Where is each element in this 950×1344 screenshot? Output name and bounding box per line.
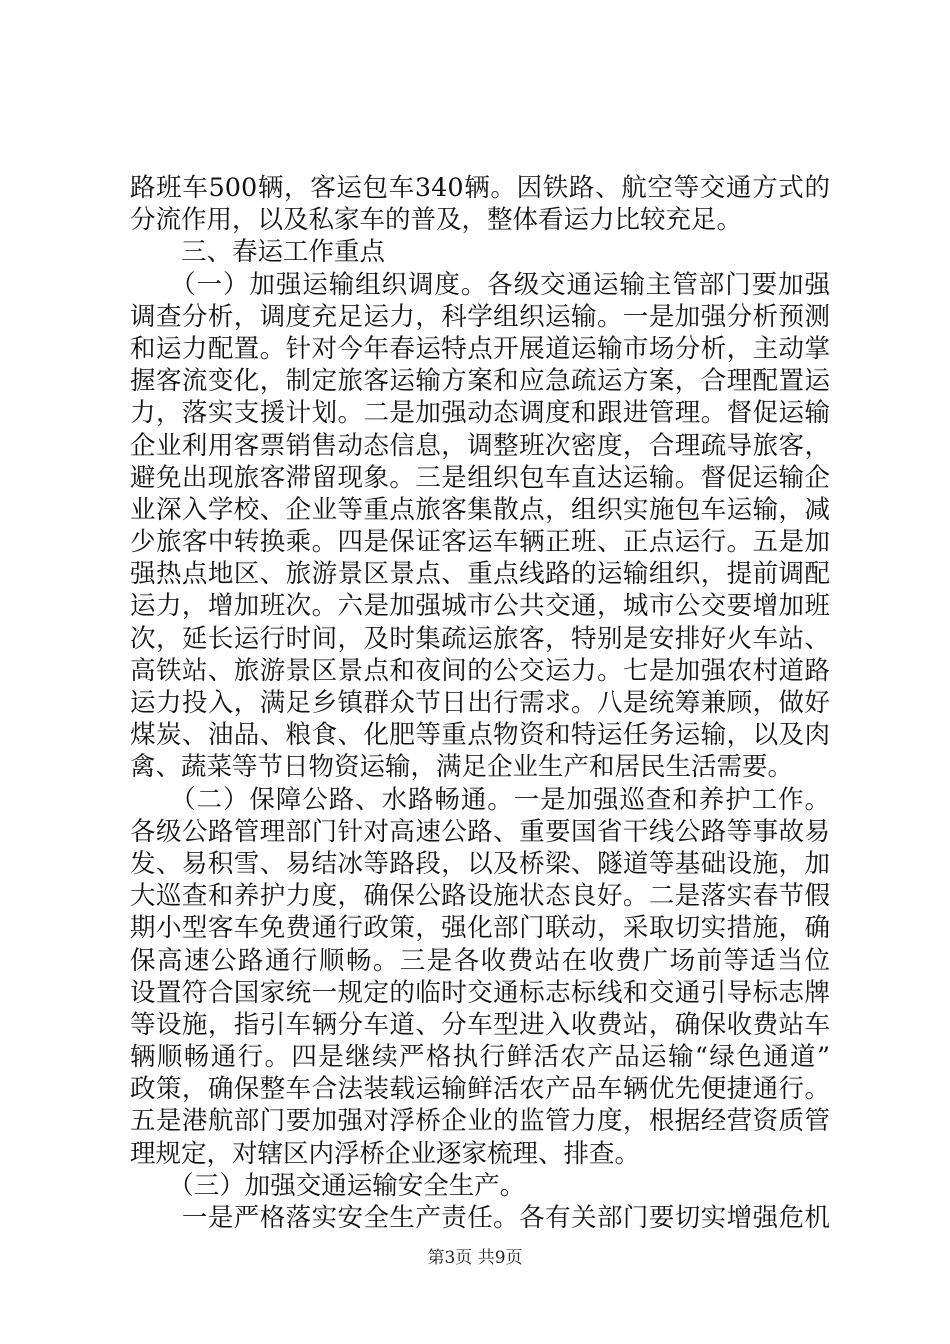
text-line: 政策，确保整车合法装载运输鲜活农产品车辆优先便捷通行。 (130, 1074, 830, 1105)
text-line: 调查分析，调度充足运力，科学组织运输。一是加强分析预测 (130, 301, 830, 332)
text-line: 理规定，对辖区内浮桥企业逐家梳理、排查。 (130, 1138, 641, 1169)
document-body (130, 172, 830, 1234)
text-line: （三）加强交通运输安全生产。 (130, 1170, 526, 1201)
text-line: 路班车500辆，客运包车340辆。因铁路、航空等交通方式的 (130, 173, 830, 203)
text-line: 高铁站、旅游景区景点和夜间的公交运力。七是加强农村道路 (130, 655, 830, 686)
text-line: 力，落实支援计划。二是加强动态调度和跟进管理。督促运输 (130, 398, 830, 429)
text-line: 企业利用客票销售动态信息，调整班次密度，合理疏导旅客， (130, 430, 830, 461)
page-footer: 第3页 共9页 (427, 1248, 523, 1268)
text-line: 避免出现旅客滞留现象。三是组织包车直达运输。督促运输企 (130, 462, 830, 493)
text-line: 少旅客中转换乘。四是保证客运车辆正班、正点运行。五是加 (130, 527, 830, 558)
text-line: 强热点地区、旅游景区景点、重点线路的运输组织，提前调配 (130, 559, 830, 590)
text-line: 三、春运工作重点 (130, 237, 386, 268)
text-line: 和运力配置。针对今年春运特点开展道运输市场分析，主动掌 (130, 333, 830, 364)
text-line: 握客流变化，制定旅客运输方案和应急疏运方案，合理配置运 (130, 366, 830, 397)
text-line: 大巡查和养护力度，确保公路设施状态良好。二是落实春节假 (130, 881, 830, 912)
text-line: 期小型客车免费通行政策，强化部门联动，采取切实措施，确 (130, 913, 830, 944)
text-line: 五是港航部门要加强对浮桥企业的监管力度，根据经营资质管 (130, 1106, 830, 1137)
text-line: （二）保障公路、水路畅通。一是加强巡查和养护工作。 (130, 784, 830, 815)
text-line: 保高速公路通行顺畅。三是各收费站在收费广场前等适当位 (130, 945, 830, 976)
text-line: 辆顺畅通行。四是继续严格执行鲜活农产品运输“绿色通道” (130, 1042, 830, 1073)
text-line: 设置符合国家统一规定的临时交通标志标线和交通引导标志牌 (130, 977, 830, 1008)
text-line: 各级公路管理部门针对高速公路、重要国省干线公路等事故易 (130, 816, 830, 847)
text-line: 等设施，指引车辆分车道、分车型进入收费站，确保收费站车 (130, 1009, 830, 1040)
text-line: 分流作用，以及私家车的普及，整体看运力比较充足。 (130, 205, 743, 236)
text-line: 一是严格落实安全生产责任。各有关部门要切实增强危机 (130, 1203, 830, 1233)
text-line: （一）加强运输组织调度。各级交通运输主管部门要加强 (130, 269, 830, 300)
text-line: 次，延长运行时间，及时集疏运旅客，特别是安排好火车站、 (130, 623, 830, 654)
text-line: 煤炭、油品、粮食、化肥等重点物资和特运任务运输，以及肉 (130, 720, 830, 751)
text-line: 业深入学校、企业等重点旅客集散点，组织实施包车运输，减 (130, 494, 830, 525)
text-line: 运力，增加班次。六是加强城市公共交通，城市公交要增加班 (130, 591, 830, 622)
text-line: 运力投入，满足乡镇群众节日出行需求。八是统筹兼顾，做好 (130, 688, 830, 718)
text-line: 禽、蔬菜等节日物资运输，满足企业生产和居民生活需要。 (130, 752, 794, 783)
text-line: 发、易积雪、易结冰等路段，以及桥梁、隧道等基础设施，加 (130, 848, 830, 879)
